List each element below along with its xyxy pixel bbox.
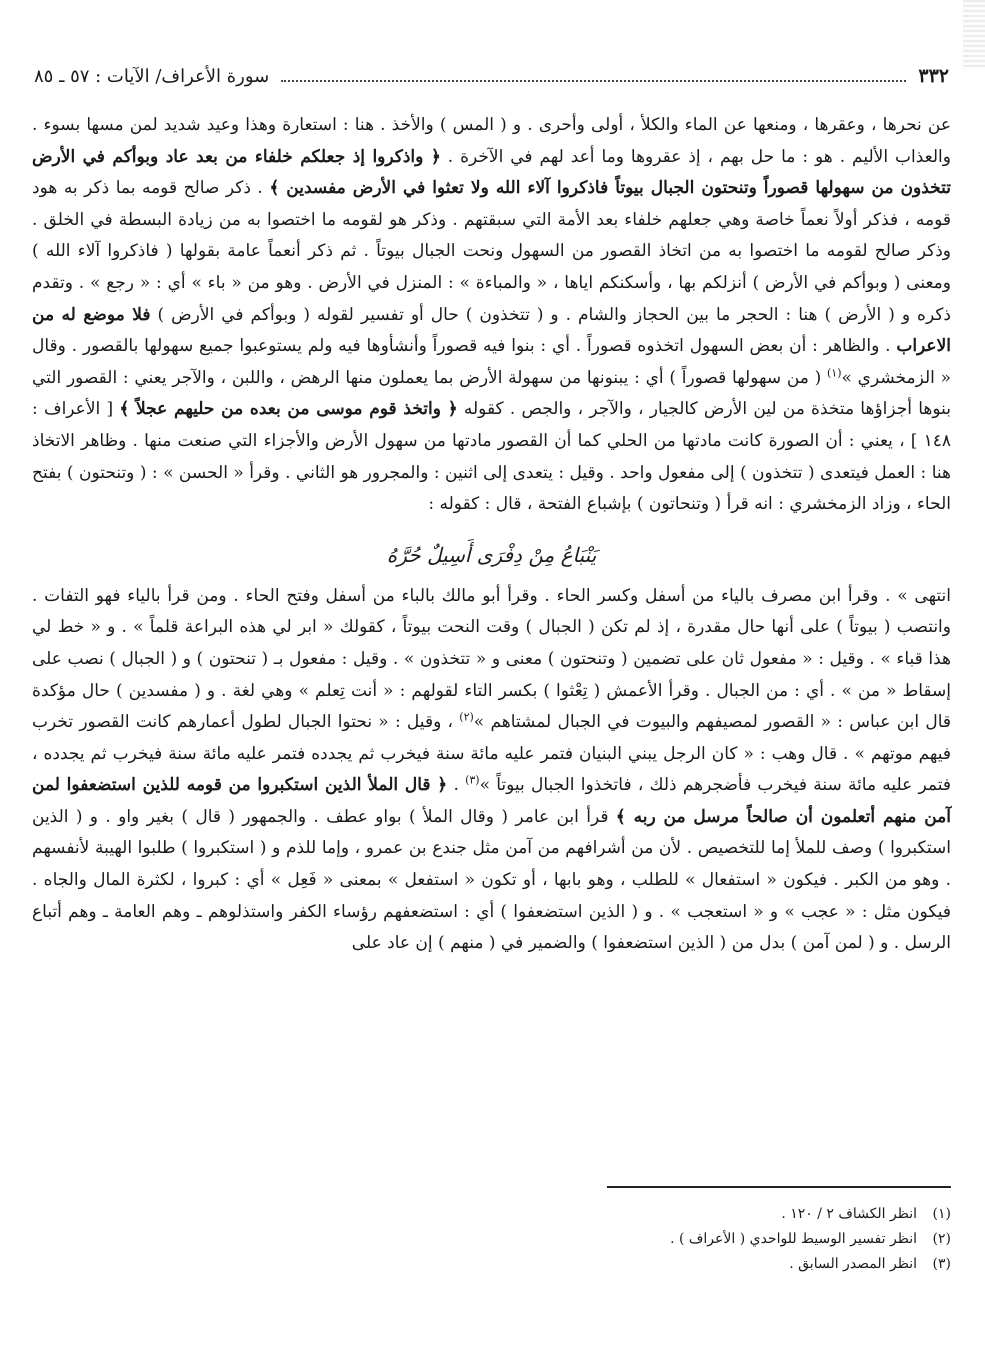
footnote-2 [300,1227,951,1252]
running-header [34,62,949,90]
footnotes [300,1202,951,1277]
footnote-1 [300,1202,951,1227]
quran-verse-text: ﴿ قال الملأ الذين استكبروا من قومه للذين استضعفوا لمن آمن منهم أتعلمون أن صالحاً مرسل من ربه ﴾ [32,775,951,827]
footnote-ref: (١) [826,366,842,380]
footnote-separator [607,1186,951,1188]
header-dotted-leader [281,70,906,82]
footnote-text: انظر الكشاف ٢ / ١٢٠ . [781,1206,917,1222]
commentary-text: عن نحرها ، وعقرها ، ومنعها عن الماء والكلأ ، أولى وأحرى . و ( المس ) والأخذ . هنا : استعارة وهذا وعيد شديد لمن مسها بسوء . والعذاب الأليم . هو : ما حل بهم ، إذ عقروها وما أعد لهم في الآخرة . [32,115,951,167]
commentary-text: ( من سهولها قصوراً ) أي : يبنونها من سهولة الأرض بما يعملون منها الرهض ، واللبن ، والآجر يعني : القصور التي بنوها أجزاؤها متخذة من لين الأرض كالجيار ، والآجر ، والجص . كقوله [32,367,951,420]
commentary-text: قرأ ابن عامر ( وقال الملأ ) بواو عطف . والجمهور ( قال ) بغير واو . و ( الذين استكبروا ) وصف للملأ إما للتخصيص . لأن من أشرافهم من آمن مثل جندع بن عمرو ، وإما للذم و ( استكبروا ) طلبوا الهيبة لأنفسهم . وهو من الكبر . فيكون « استفعال » للطلب ، وهو بابها ، أو تكون « استفعل » بمعنى « فَعِل » أي : كبروا ، لكثرة المال والجاه . فيكون مثل : « عجب » و « استعجب » . و ( الذين استضعفوا ) أي : استضعفهم رؤساء الكفر واستذلوهم ـ وهم العامة ـ وهم أتباع الرسل . و ( لمن آمن ) بدل من ( الذين استضعفوا ) والضمير في ( منهم ) إن عاد على [32,806,951,954]
footnote-number: (٢) [932,1231,951,1247]
commentary-text: . والظاهر : أن بعض السهول اتخذوه قصوراً . أي : بنوا فيه قصوراً وأنشأوها فيه ولم يستوعبوا جميع سهولها بالقصور . وقال « الزمخشري » [32,336,951,388]
header-title: سورة الأعراف/ الآيات : ٥٧ ـ ٨٥ [34,65,270,87]
footnote-number: (٣) [932,1256,951,1272]
commentary-text: . ذكر صالح قومه بما ذكر به هود قومه ، فذكر أولاً نعماً خاصة وهي جعلهم خلفاء بعد الأمة التي سبقتهم . وذكر هو لقومه ما اختصوا به من زيادة البسطة في الخلق . وذكر صالح لقومه ما اختصوا به من اتخاذ القصور من السهول ونحت الجبال بيوتاً . ثم ذكر أنعماً عامة بقولها ( فاذكروا آلاء الله ) ومعنى ( وبوأكم في الأرض ) أنزلكم بها ، وأسكنكم اياها ، « والمباءة » : المنزل في الأرض . وهو من « باء » أي : « رجع » . وتقدم ذكره و ( الأرض ) هنا : الحجر ما بين الحجاز والشام . و ( تتخذون ) حال أو تفسير لقوله ( وبوأكم في الأرض ) [32,178,951,325]
main-text [32,110,951,960]
commentary-text: [ الأعراف : ١٤٨ ] ، يعني : أن الصورة كانت مادتها من الحلي كما أن القصور مادتها من سهول الأرض والأجزاء التي صنعت منها . وظاهر الاتخاذ هنا : العمل فيتعدى ( تتخذون ) إلى مفعول واحد . وقيل : يتعدى إلى اثنين : والمجرور هو الثاني . وقرأ « الحسن » : ( وتنحتون ) بفتح الحاء ، وزاد الزمخشري : انه قرأ ( وتنحاتون ) بإشباع الفتحة ، قال : كقوله : [32,399,951,515]
scan-edge-artifact [963,0,985,70]
paragraph-1 [32,110,951,521]
paragraph-2 [32,581,951,960]
footnote-ref: (٣) [465,773,480,787]
poetry-verse: يَنْبَاعُ مِنْ دِفْرَى أَسِيلٌ حُرَّهُ [386,542,597,567]
quran-verse-text: فلا موضع له من الاعراب [32,304,951,357]
footnote-text: انظر تفسير الوسيط للواحدي ( الأعراف ) . [670,1231,917,1247]
page-number: ٣٣٢ [918,65,949,87]
footnote-text: انظر المصدر السابق . [789,1256,917,1272]
commentary-text: . [447,775,466,796]
footnote-number: (١) [932,1206,951,1222]
commentary-text: انتهى » . وقرأ ابن مصرف بالياء من أسفل وكسر الحاء . وقرأ أبو مالك بالباء من أسفل وفتح الحاء . ومن قرأ بالياء فهو التفات . وانتصب ( بيوتاً ) على أنها حال مقدرة ، إذ لم تكن ( الجبال ) وقت النحت بيوتاً ، كقولك « ابر لي هذه البراعة قلماً » . و « خط لي هذا قباء » . وقيل : « مفعول ثان على تضمين ( وتنحتون ) معنى و « تتخذون » . وقيل : مفعول بـ ( تنحتون ) و ( الجبال ) نصب على إسقاط « من » . أي : من الجبال . وقرأ الأعمش ( تِعْثوا ) بكسر التاء لقولهم : « أنت تِعلم » وهي لغة . و ( مفسدين ) حال مؤكدة قال ابن عباس : « القصور لمصيفهم والبيوت في الجبال لمشتاهم » [32,585,951,733]
quran-verse-text: ﴿ واذكروا إذ جعلكم خلفاء من بعد عاد وبوأكم في الأرض تتخذون من سهولها قصوراً وتنحتون الجبال بيوتاً فاذكروا آلاء الله ولا تعثوا في الأرض مفسدين ﴾ [32,146,951,199]
footnote-ref: (٢) [459,710,474,724]
quran-verse-text: ﴿ واتخذ قوم موسى من بعده من حليهم عجلاً ﴾ [119,399,458,420]
footnote-3 [300,1252,951,1277]
commentary-text: ، وقيل : « نحتوا الجبال لطول أعمارهم كانت القصور تخرب فيهم موتهم » . قال وهب : « كان الرجل يبني البنيان فتمر عليه مائة سنة فيخرب ثم يجدده فتمر عليه مائة سنة فيخرب ثم يجدده ، فتمر عليه مائة سنة فيخرب فأضجرهم ذلك ، فاتخذوا الجبال بيوتاً » [32,712,952,796]
